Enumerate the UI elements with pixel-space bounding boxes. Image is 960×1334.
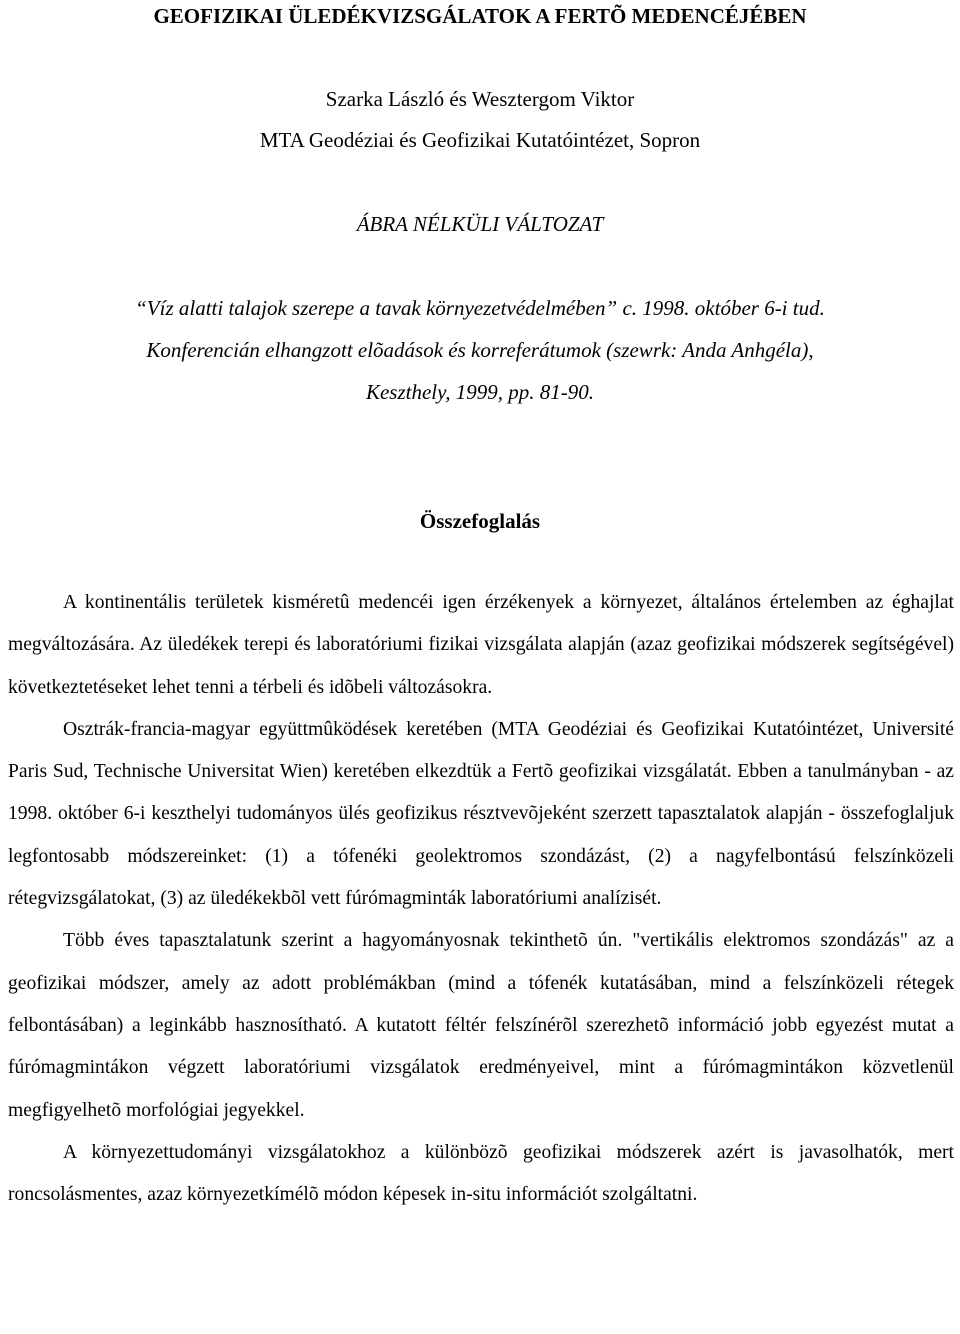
abstract-body — [8, 582, 954, 1216]
version-note: ÁBRA NÉLKÜLI VÁLTOZAT — [356, 212, 604, 236]
paper-title: GEOFIZIKAI ÜLEDÉKVIZSGÁLATOK A FERTÕ MEDENCÉJÉBEN — [153, 4, 807, 28]
citation-line-3: Keszthely, 1999, pp. 81-90. — [365, 380, 595, 404]
abstract-paragraph-1: A kontinentális területek kisméretû medencéi igen érzékenyek a környezet, általános értelemben az éghajlat megváltozására. Az üledékek terepi és laboratóriumi fizikai vizsgálata alapján (azaz geofizikai módszerek segítségével) következtetéseket lehet tenni a térbeli és idõbeli változásokra. — [8, 592, 954, 698]
citation-line-1: “Víz alatti talajok szerepe a tavak környezetvédelmében” c. 1998. október 6-i tud. — [135, 296, 825, 320]
abstract-paragraph-2: Osztrák-francia-magyar együttmûködések keretében (MTA Geodéziai és Geofizikai Kutatóintézet, Université Paris Sud, Technische Universitat Wien) keretében elkezdtük a Fertõ geofizikai vizsgálatát. Ebben a tanulmányban - az 1998. október 6-i keszthelyi tudományos ülés geofizikus résztvevõjeként szerzett tapasztalatok alapján - összefoglaljuk legfontosabb módszereinket: (1) a tófenéki geolektromos szondázást, (2) a nagyfelbontású felszínközeli rétegvizsgálatokat, (3) az üledékekbõl vett fúrómagminták laboratóriumi analízisét. — [8, 718, 954, 910]
authors: Szarka László és Wesztergom Viktor — [325, 87, 635, 111]
abstract-paragraph-4: A környezettudományi vizsgálatokhoz a különbözõ geofizikai módszerek azért is javasolhatók, mert roncsolásmentes, azaz környezetkímélõ módon képesek in-situ információt szolgáltatni. — [8, 1141, 954, 1206]
abstract-heading: Összefoglalás — [419, 509, 541, 533]
citation-line-2: Konferencián elhangzott elõadások és korreferátumok (szewrk: Anda Anhgéla), — [146, 338, 814, 362]
affiliation: MTA Geodéziai és Geofizikai Kutatóintézet, Sopron — [259, 128, 701, 152]
abstract-paragraph-3: Több éves tapasztalatunk szerint a hagyományosnak tekinthetõ ún. "vertikális elektromos szondázás" az a geofizikai módszer, amely az adott problémákban (mind a tófenék kutatásában, mind a felszínközeli rétegek felbontásában) a leginkább hasznosítható. A kutatott féltér felszínérõl szerezhetõ információ jobb egyezést mutat a fúrómagmintákon végzett laboratóriumi vizsgálatok eredményeivel, mint a fúrómagmintákon közvetlenül megfigyelhetõ morfológiai jegyekkel. — [8, 930, 954, 1121]
